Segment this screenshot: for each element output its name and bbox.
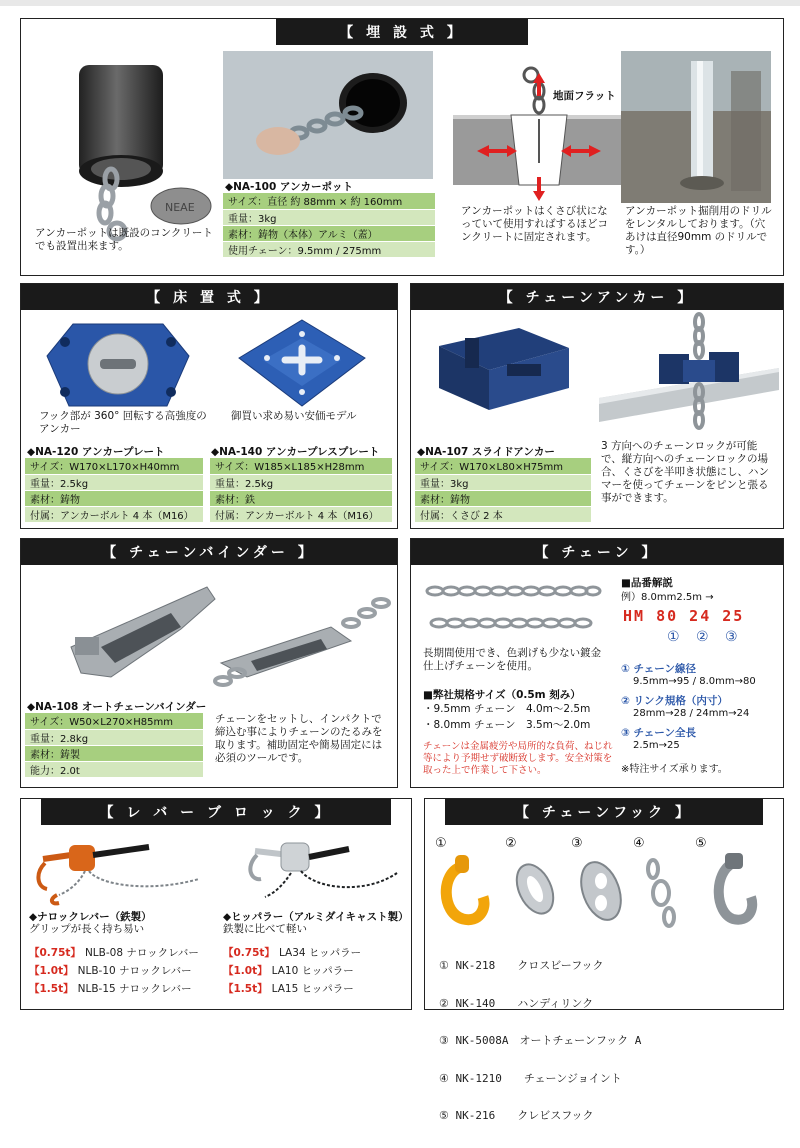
floor-title: 【 床 置 式 】 (146, 290, 272, 306)
lever-header (41, 799, 391, 825)
hook-list-item: ③ NK-5008A オートチェーンフック A (439, 1034, 642, 1047)
hippara-title: ◆ヒッパラー（アルミダイキャスト製） (223, 911, 409, 923)
svg-text:②: ② (505, 836, 517, 851)
narok-subtitle: グリップが長く持ち易い (29, 923, 145, 935)
burial-product-title: ◆NA-100 アンカーポット (225, 181, 353, 193)
floor-panel (20, 283, 398, 529)
burial-header (276, 19, 528, 45)
spec-row: 素材：鋳物（本体）アルミ（蓋） (223, 225, 435, 241)
burial-panel (20, 18, 784, 276)
spec-row: サイズ：直径 約 88mm × 約 160mm (223, 193, 435, 209)
spec-row: 付属：くさび 2 本 (415, 506, 591, 522)
hippara-row: 【1.5t】 LA15 ヒッパラー (223, 983, 354, 995)
spec-row: サイズ：W185×L185×H28mm (210, 458, 392, 474)
spec-row: 素材：鋳製 (25, 745, 203, 761)
hippara-row: 【1.0t】 LA10 ヒッパラー (223, 965, 354, 977)
chain-anchor-panel (410, 283, 784, 529)
hook-header (445, 799, 763, 825)
chain-title: 【 チェーン 】 (534, 545, 660, 561)
hook-list-item: ② NK-140 ハンディリンク (439, 996, 594, 1010)
svg-text:地面フラット: 地面フラット (553, 90, 616, 102)
spec-row: 重量：3kg (223, 209, 435, 225)
narok-row: 【1.5t】 NLB-15 ナロックレバー (29, 983, 192, 995)
code-e2-value: 28mm→28 / 24mm→24 (633, 708, 750, 719)
chain-desc: 長期間使用でき、色剥げも少ない鍍金仕上げチェーンを使用。 (423, 647, 602, 672)
hook-images (433, 833, 777, 933)
floor-header (21, 284, 397, 310)
na120-spec-table (25, 458, 203, 523)
slide-anchor-rail-image (599, 312, 779, 430)
spec-row: 素材：鋳物 (415, 490, 591, 506)
slide-anchor-image (429, 318, 579, 422)
binder-title: 【 チェーンバインダー 】 (102, 545, 316, 561)
burial-title: 【 埋 設 式 】 (339, 25, 465, 41)
code-e1-value: 9.5mm→95 / 8.0mm→80 (633, 676, 756, 687)
code-e3-title: ③ チェーン全長 (621, 727, 697, 739)
spec-row: 付属：アンカーボルト 4 本（M16） (210, 506, 392, 522)
code-e1-title: ① チェーン線径 (621, 663, 697, 675)
anchor-pot-floor-image (223, 51, 433, 179)
narok-lever-image (29, 833, 205, 905)
chain-anchor-header (411, 284, 783, 310)
svg-text:③: ③ (571, 836, 583, 851)
chain-hook-panel (424, 798, 784, 1122)
special-order-note: ※特注サイズ承ります。 (621, 764, 728, 775)
spec-row: 付属：アンカーボルト 4 本（M16） (25, 506, 203, 522)
code-e2-title: ② リンク規格（内寸） (621, 695, 728, 707)
chain-anchor-title: 【 チェーンアンカー 】 (498, 290, 696, 306)
code-numbers: ① ② ③ (667, 629, 744, 645)
floor-caption-1: フック部が 360° 回転する高強度のアンカー (39, 410, 207, 435)
svg-text:NEAE: NEAE (165, 201, 195, 214)
hook-title: 【 チェーンフック 】 (514, 805, 694, 821)
chain-header (411, 539, 783, 565)
na107-spec-table (415, 458, 591, 523)
floor-caption-2: 御買い求め易い安価モデル (231, 410, 357, 422)
chain-panel (410, 538, 784, 788)
spec-row: 素材：鋳物 (25, 490, 203, 506)
burial-diagram-caption: アンカーポットはくさび状になっていて使用すればするほどコンクリートに固定されます。 (461, 205, 608, 243)
code-value: HM 80 24 25 (623, 607, 745, 625)
svg-text:④: ④ (633, 836, 645, 851)
chain-warning: チェーンは金属疲労や局所的な負荷、ねじれ等により予期せず破断致します。安全対策を取った上で作業して下さい。 (423, 741, 613, 776)
lever-block-panel (20, 798, 412, 1010)
wedge-diagram (453, 53, 625, 203)
spec-row: サイズ：W170×L80×H75mm (415, 458, 591, 474)
na140-title: ◆NA-140 アンカープレスプレート (211, 446, 380, 458)
chain-spec-line-2: ・8.0mm チェーン 3.5m〜2.0m (423, 719, 591, 731)
svg-text:①: ① (435, 836, 447, 851)
code-title: ■品番解説 (621, 577, 673, 589)
drilling-image (621, 51, 771, 203)
spec-row: サイズ：W170×L170×H40mm (25, 458, 203, 474)
na107-title: ◆NA-107 スライドアンカー (417, 446, 555, 458)
anchor-pot-image (39, 51, 219, 241)
spec-row: 重量：2.5kg (210, 474, 392, 490)
code-e3-value: 2.5m→25 (633, 740, 680, 751)
burial-left-caption: アンカーポットは既設のコンクリートでも設置出来ます。 (35, 227, 213, 252)
code-example: 例）8.0mm2.5m → (621, 592, 714, 603)
binder-image (51, 577, 387, 687)
hippara-row: 【0.75t】 LA34 ヒッパラー (223, 947, 362, 959)
spec-row: 重量：2.5kg (25, 474, 203, 490)
spec-row: 使用チェーン：9.5mm / 275mm (223, 241, 435, 257)
chain-anchor-caption: 3 方向へのチェーンロックが可能で、縦方向へのチェーンロックの場合、くさびを半叩き状態にし、ハンマーを使ってチェーンをピンと張る事ができます。 (601, 440, 769, 504)
hook-list-item: ⑤ NK-216 クレビスフック (439, 1109, 594, 1122)
chain-image (425, 579, 601, 639)
narok-title: ◆ナロックレバー（鉄製） (29, 911, 152, 923)
chain-spec-line-1: ・9.5mm チェーン 4.0m〜2.5m (423, 703, 591, 715)
hook-list (439, 935, 641, 1148)
spec-row: 能力：2.0t (25, 761, 203, 777)
hook-list-item: ④ NK-1210 チェーンジョイント (439, 1071, 622, 1085)
na120-title: ◆NA-120 アンカープレート (27, 446, 165, 458)
binder-panel (20, 538, 398, 788)
burial-right-caption: アンカーポット掘削用のドリルをレンタルしております。（穴あけは直径90mm のドリルです。） (625, 205, 772, 256)
spec-row: 重量：3kg (415, 474, 591, 490)
chain-spec-title: ■弊社規格サイズ（0.5m 刻み） (423, 689, 581, 701)
hook-list-item: ① NK-218 クロスビーフック (439, 959, 604, 972)
hippara-image (225, 833, 401, 905)
spec-row: 重量：2.8kg (25, 729, 203, 745)
narok-row: 【1.0t】 NLB-10 ナロックレバー (29, 965, 192, 977)
press-plate-image (237, 318, 367, 408)
na108-spec-table (25, 713, 203, 778)
binder-caption: チェーンをセットし、インパクトで締込む事によりチェーンのたるみを取ります。補助固定や簡易固定には必須のツールです。 (215, 713, 383, 764)
burial-spec-table (223, 193, 435, 258)
svg-text:⑤: ⑤ (695, 836, 707, 851)
spec-row: 素材：鉄 (210, 490, 392, 506)
anchor-plate-image (43, 316, 193, 412)
na140-spec-table (210, 458, 392, 523)
hippara-subtitle: 鉄製に比べて軽い (223, 923, 307, 935)
spec-row: サイズ：W50×L270×H85mm (25, 713, 203, 729)
narok-row: 【0.75t】 NLB-08 ナロックレバー (29, 947, 199, 959)
top-strip (0, 0, 800, 6)
na108-title: ◆NA-108 オートチェーンバインダー (27, 701, 207, 713)
lever-title: 【 レ バ ー ブ ロ ッ ク 】 (99, 805, 333, 821)
binder-header (21, 539, 397, 565)
